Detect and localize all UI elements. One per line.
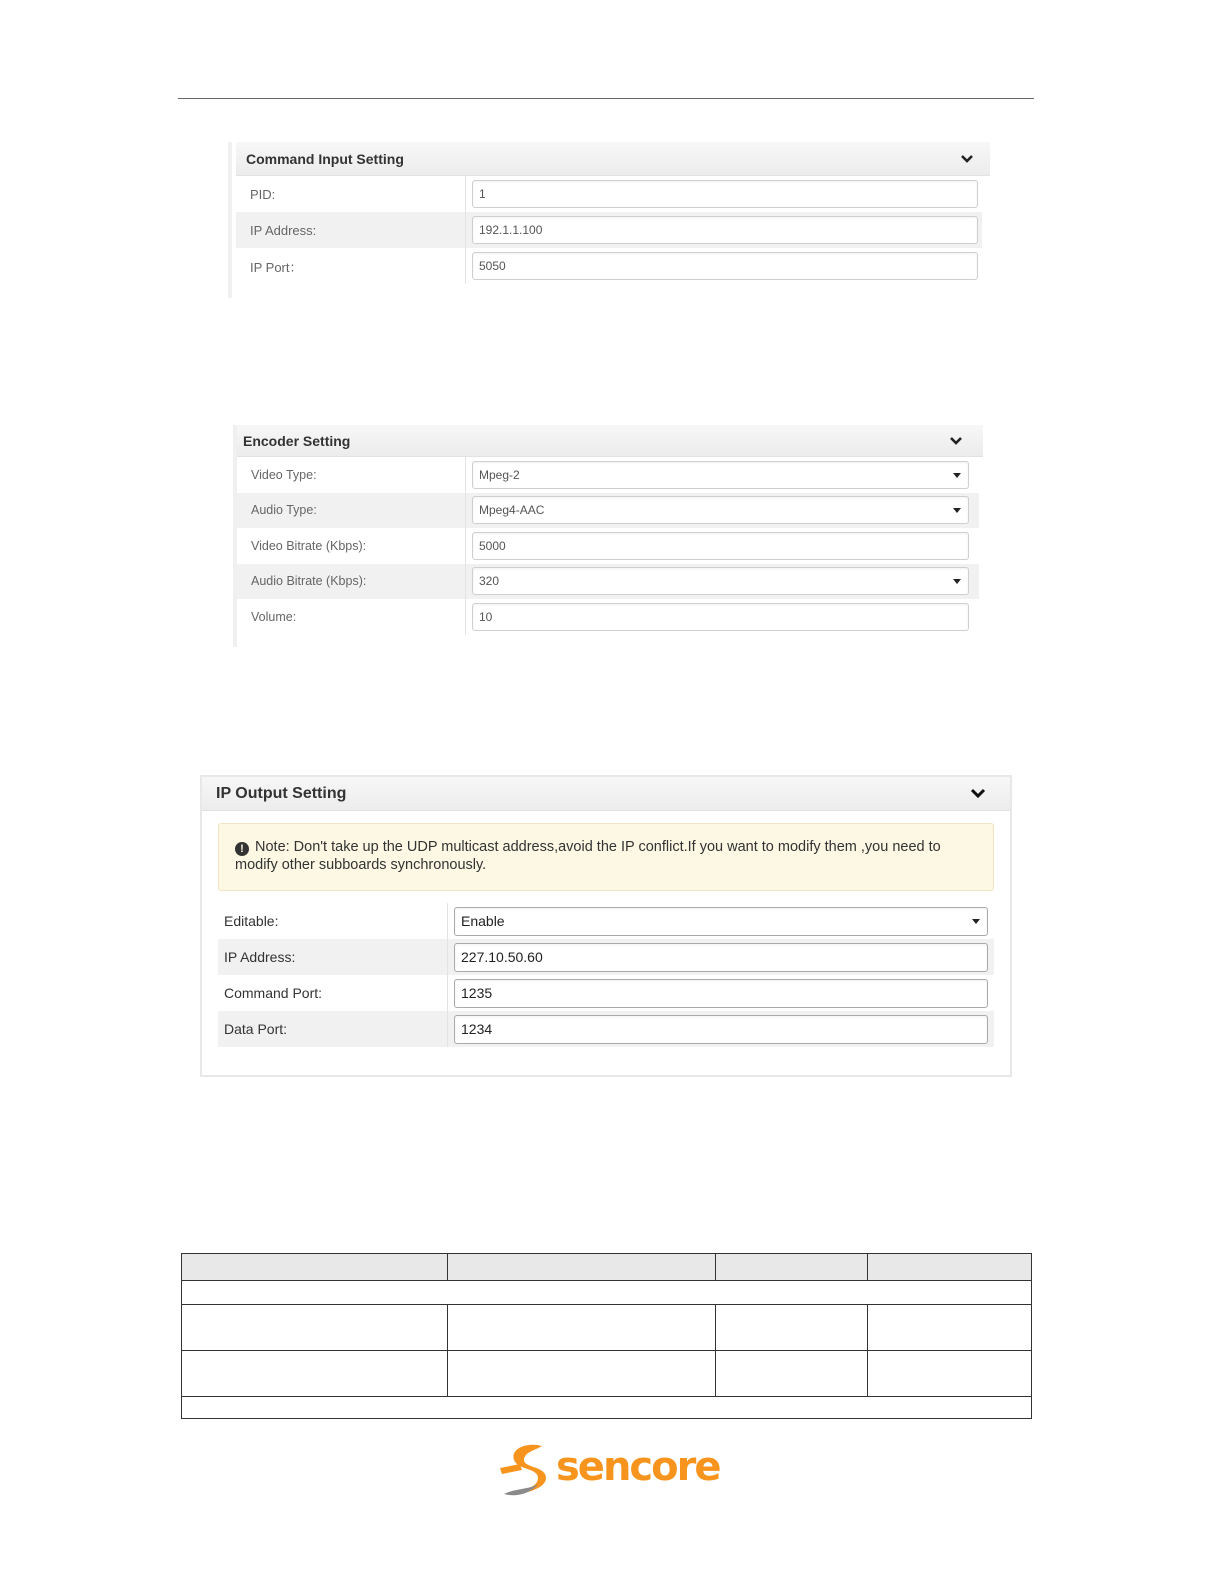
command-port-row: [218, 975, 994, 1011]
sencore-logo: [498, 1440, 718, 1500]
ip-address-label: IP Address:: [236, 212, 466, 248]
ip-output-panel: [200, 775, 1012, 1077]
command-input-title: Command Input Setting: [246, 150, 404, 167]
table-cell: [182, 1305, 448, 1351]
table-cell: [182, 1351, 448, 1397]
sencore-s-mark-icon: [498, 1440, 558, 1500]
editable-row: [218, 903, 994, 939]
ip-address-row: [236, 212, 982, 248]
table-cell: [868, 1305, 1032, 1351]
data-port-input[interactable]: 1234: [454, 1015, 988, 1044]
note-text-line1: Note: Don't take up the UDP multicast address,avoid the IP conflict.If you want to modify them ,you need to: [255, 839, 941, 855]
data-port-row: [218, 1011, 994, 1047]
command-input-panel: [228, 142, 990, 298]
table-cell: [448, 1305, 716, 1351]
table-cell: [448, 1351, 716, 1397]
chevron-down-icon[interactable]: [949, 436, 963, 446]
header-rule: [178, 98, 1034, 99]
caret-down-icon: [953, 473, 961, 478]
table-cell: [182, 1397, 1032, 1419]
table-cell: [716, 1305, 868, 1351]
editable-select[interactable]: [454, 907, 988, 936]
ip-output-header[interactable]: [202, 777, 1010, 811]
audio-type-select[interactable]: [472, 496, 969, 524]
exclamation-icon: !: [235, 842, 249, 856]
audio-bitrate-row: [237, 564, 979, 600]
pid-row: [236, 176, 982, 212]
command-input-header[interactable]: [236, 142, 990, 176]
table-row: [182, 1351, 1032, 1397]
caret-down-icon: [953, 508, 961, 513]
output-ip-address-input[interactable]: 227.10.50.60: [454, 943, 988, 972]
command-port-label: Command Port:: [218, 975, 448, 1011]
table-cell: [868, 1351, 1032, 1397]
table-cell: [182, 1281, 1032, 1305]
chevron-down-icon[interactable]: [970, 788, 986, 799]
volume-input[interactable]: 10: [472, 603, 969, 631]
volume-row: [237, 599, 979, 635]
table-header-row: [182, 1254, 1032, 1281]
editable-value: Enable: [461, 913, 505, 929]
ip-output-fields: [218, 903, 994, 1047]
audio-type-row: [237, 493, 979, 529]
encoder-title: Encoder Setting: [243, 432, 351, 449]
caret-down-icon: [972, 919, 980, 924]
video-type-select[interactable]: [472, 461, 969, 489]
command-port-input[interactable]: 1235: [454, 979, 988, 1008]
audio-type-label: Audio Type:: [237, 493, 466, 529]
audio-type-value: Mpeg4-AAC: [479, 503, 545, 518]
table-row: [182, 1397, 1032, 1419]
output-ip-address-row: [218, 939, 994, 975]
video-bitrate-label: Video Bitrate (Kbps):: [237, 528, 466, 564]
ip-port-label: IP Port：: [236, 248, 466, 284]
audio-bitrate-select[interactable]: [472, 567, 969, 595]
table-cell: [716, 1351, 868, 1397]
video-bitrate-row: [237, 528, 979, 564]
output-ip-address-label: IP Address:: [218, 939, 448, 975]
caret-down-icon: [953, 579, 961, 584]
note-text-line2: modify other subboards synchronously.: [235, 857, 487, 873]
video-type-label: Video Type:: [237, 457, 466, 493]
video-type-row: [237, 457, 979, 493]
ip-address-input[interactable]: 192.1.1.100: [472, 216, 978, 244]
pid-label: PID:: [236, 176, 466, 212]
empty-table: [181, 1253, 1032, 1419]
logo-wordmark: sencore: [556, 1444, 720, 1490]
video-bitrate-input[interactable]: 5000: [472, 532, 969, 560]
table-header-cell: [868, 1254, 1032, 1281]
editable-label: Editable:: [218, 903, 448, 939]
table-row: [182, 1281, 1032, 1305]
audio-bitrate-value: 320: [479, 574, 500, 589]
audio-bitrate-label: Audio Bitrate (Kbps):: [237, 564, 466, 600]
note-alert: [218, 823, 994, 891]
table-row: [182, 1305, 1032, 1351]
encoder-header[interactable]: [237, 425, 983, 457]
data-port-label: Data Port:: [218, 1011, 448, 1047]
table-header-cell: [716, 1254, 868, 1281]
volume-label: Volume:: [237, 599, 466, 635]
encoder-panel: [233, 425, 983, 647]
pid-input[interactable]: 1: [472, 180, 978, 208]
ip-port-input[interactable]: 5050: [472, 252, 978, 280]
table-header-cell: [448, 1254, 716, 1281]
table-header-cell: [182, 1254, 448, 1281]
ip-port-row: [236, 248, 982, 284]
chevron-down-icon[interactable]: [960, 154, 974, 164]
ip-output-title: IP Output Setting: [216, 784, 347, 802]
video-type-value: Mpeg-2: [479, 467, 520, 482]
